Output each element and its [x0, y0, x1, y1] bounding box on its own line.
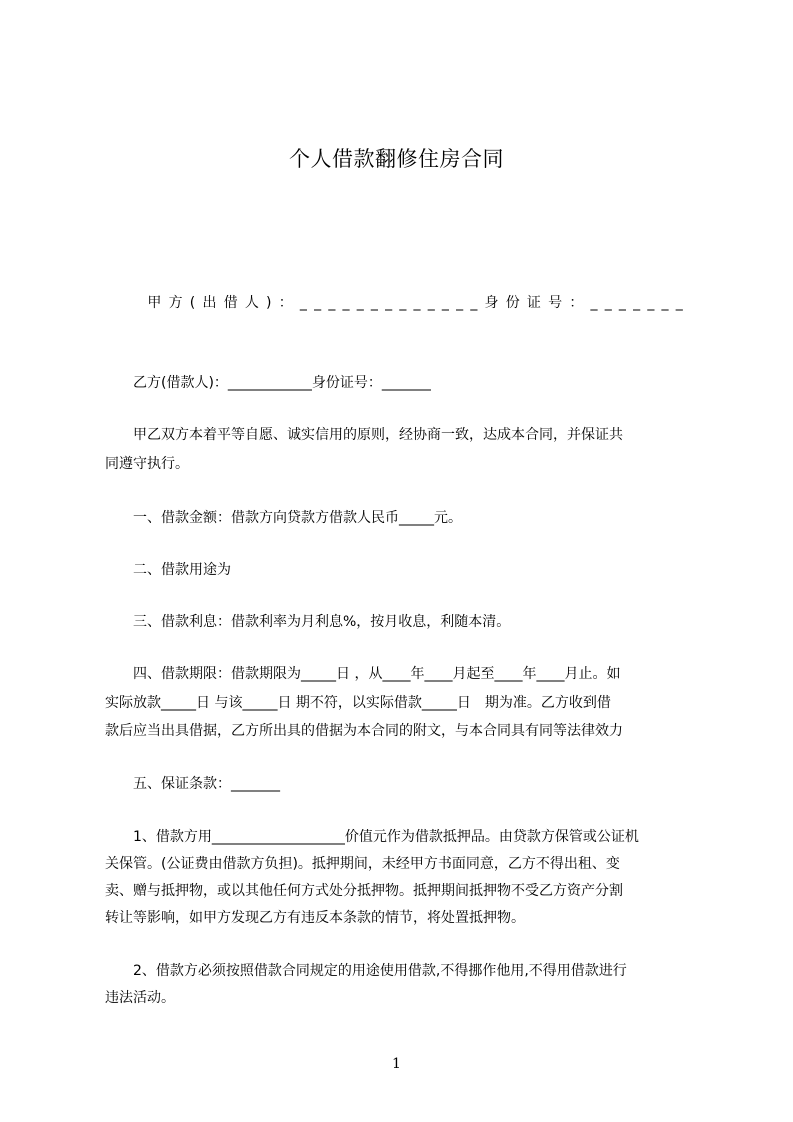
clause-4-term-line-3: 款后应当出具借据，乙方所出具的借据为本合同的附文，与本合同具有同等法律效力 — [105, 723, 623, 739]
page-number: 1 — [392, 1056, 401, 1072]
preamble-line-1: 甲乙双方本着平等自愿、诚实信用的原则，经协商一致，达成本合同，并保证共 — [105, 427, 623, 443]
preamble-line-2: 同遵守执行。 — [105, 456, 189, 472]
clause-1-amount: 一、借款金额：借款方向贷款方借款人民币_____元。 — [105, 510, 462, 526]
clause-5-1-line-3: 卖、赠与抵押物，或以其他任何方式处分抵押物。抵押期间抵押物不受乙方资产分割 — [105, 883, 623, 899]
clause-3-interest: 三、借款利息：借款利率为月利息%，按月收息，利随本清。 — [105, 614, 511, 630]
clause-4-term-line-1: 四、借款期限：借款期限为_____日 ，从____年____月起至____年____月止。如 — [105, 666, 621, 682]
party-b-line: 乙方(借款人)：____________身份证号：_______ — [105, 375, 431, 391]
document-title: 个人借款翻修住房合同 — [289, 147, 504, 171]
party-a-line: 甲方(出借人)：_____________身份证号：_______ — [105, 295, 690, 311]
clause-5-1-line-2: 关保管。(公证费由借款方负担)。抵押期间，未经甲方书面同意，乙方不得出租、变 — [105, 856, 620, 872]
clause-4-term-line-2: 实际放款_____日 与该_____日 期不符，以实际借款_____日 期为准。乙方收到借 — [105, 695, 611, 711]
clause-5-2-line-1: 2、借款方必须按照借款合同规定的用途使用借款,不得挪作他用,不得用借款进行 — [105, 963, 627, 979]
clause-5-guarantee: 五、保证条款：_______ — [105, 776, 280, 792]
clause-5-2-line-2: 违法活动。 — [105, 990, 175, 1006]
clause-2-purpose: 二、借款用途为 — [105, 562, 231, 578]
clause-5-1-line-1: 1、借款方用___________________价值元作为借款抵押品。由贷款方保管或公证机 — [105, 829, 639, 845]
clause-5-1-line-4: 转让等影响，如甲方发现乙方有违反本条款的情节，将处置抵押物。 — [105, 910, 525, 926]
